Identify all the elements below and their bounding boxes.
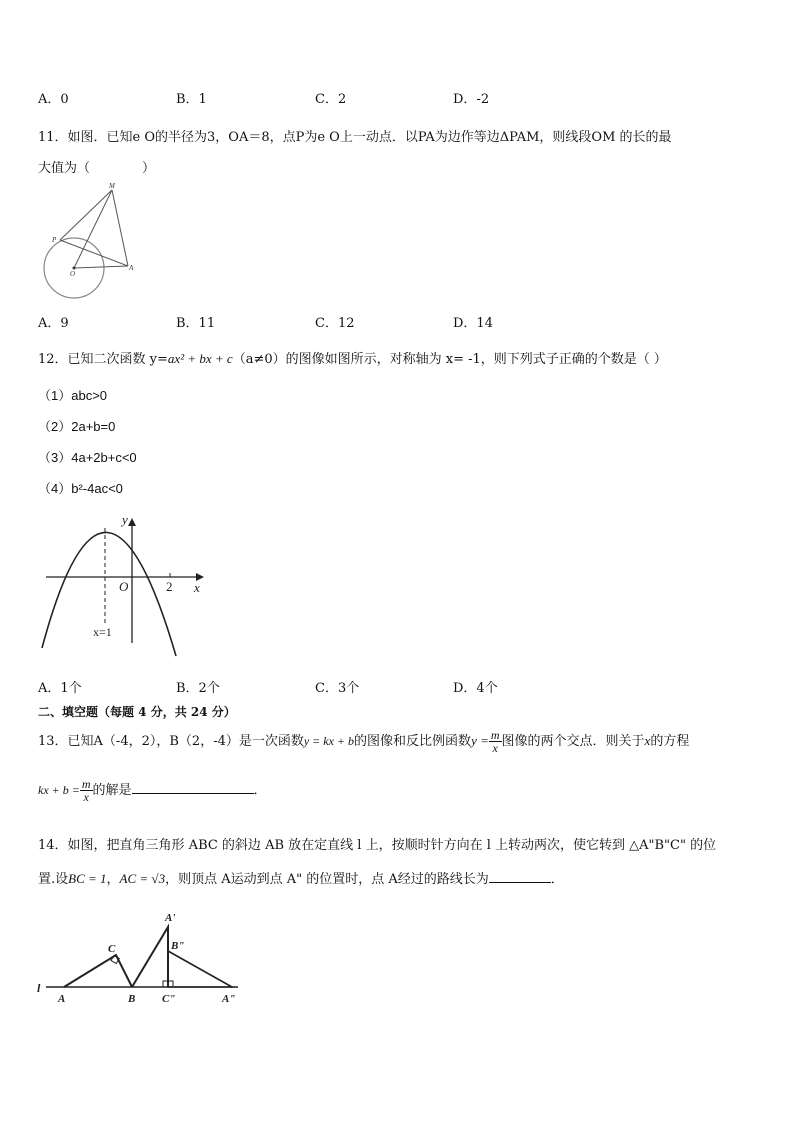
q11-label-p: P: [52, 236, 57, 244]
q14-line2-b: ，则顶点 A运动到点 A" 的位置时，点 A经过的路线长为: [165, 872, 489, 887]
q10-option-b: B．1: [176, 92, 207, 107]
q14-triangle-rotated-2: [168, 951, 232, 987]
q12-item-3: （3）4a+2b+c<0: [38, 450, 137, 465]
q11-stem-line2: 大值为（ ）: [38, 161, 156, 176]
q14-ac: AC = √3: [119, 871, 166, 886]
q13-linear-function: y = kx + b: [303, 734, 355, 748]
q14-line2: [38, 868, 564, 887]
q14-label-b: B: [128, 993, 136, 1005]
q14-label-c2: C": [162, 993, 176, 1005]
q12-item-1: （1）abc>0: [38, 388, 108, 403]
q13-equation-lhs: kx + b =: [38, 783, 80, 797]
q12-options: [38, 677, 738, 695]
q12-label-axis: x=1: [93, 625, 112, 639]
q14-line2-a: 置.设: [38, 872, 69, 887]
q14-triangle-rotated-1: [132, 927, 168, 987]
q14-label-c: C: [108, 943, 116, 955]
q12-option-a: A．1个: [38, 681, 82, 696]
q13-frac2-den: x: [83, 790, 89, 804]
q11-option-c: C．12: [315, 316, 355, 331]
q11-label-a: A: [129, 264, 134, 272]
q12-stem-prefix: 12．已知二次函数 y=: [38, 352, 168, 367]
q11-label-o: O: [70, 270, 76, 278]
q10-option-a: A．0: [38, 92, 69, 107]
q11-figure: [38, 180, 148, 305]
q14-label-l: l: [37, 981, 41, 995]
q13-part5: 的解是: [92, 783, 132, 798]
q11-seg-oa: [74, 266, 128, 268]
q14-bc: BC = 1: [68, 871, 107, 886]
q13-var: x: [644, 733, 651, 748]
q11-seg-pm: [60, 190, 112, 240]
q14-label-b2: B": [171, 940, 185, 952]
q10-options: [38, 88, 738, 106]
q12-option-d: D．4个: [453, 681, 498, 696]
q13-frac1-num: m: [490, 728, 500, 742]
q14-figure: [36, 905, 246, 1010]
q12-label-y: y: [122, 512, 128, 527]
q14-answer-blank[interactable]: [489, 882, 551, 883]
q12-label-x: x: [194, 580, 200, 595]
q14-triangle-abc: [64, 955, 132, 987]
q12-label-2: 2: [166, 579, 173, 594]
q13-frac1-den: x: [492, 741, 498, 755]
q14-label-a2: A": [222, 993, 236, 1005]
q13-line2: [38, 776, 267, 805]
q13-part3: 图像的两个交点．则关于: [501, 734, 645, 749]
q13-part1: 13．已知A（-4，2），B（2，-4）是一次函数: [38, 734, 304, 749]
section2-title: 二、填空题（每题 4 分，共 24 分）: [38, 705, 236, 719]
q11-label-m: M: [109, 182, 115, 190]
q13-part2: 的图像和反比例函数: [354, 734, 472, 749]
q12-option-c: C．3个: [315, 681, 360, 696]
q11-option-a: A．9: [38, 316, 69, 331]
q14-label-a: A: [58, 993, 66, 1005]
q11-seg-om: [74, 190, 112, 268]
q11-option-b: B．11: [176, 316, 216, 331]
q14-line1: 14．如图，把直角三角形 ABC 的斜边 AB 放在定直线 l 上，按顺时针方向在 l 上转动两次，使它转到 △A"B"C" 的位: [38, 838, 717, 853]
q14-end: ．: [550, 872, 564, 887]
q14-comma: ，: [106, 872, 120, 887]
q12-item-4: （4）b²-4ac<0: [38, 481, 123, 496]
q12-y-axis-arrow: [128, 518, 136, 526]
q13-line1: [38, 727, 689, 756]
q13-fraction-1: [489, 729, 502, 754]
q12-expr: ax² + bx + c: [167, 351, 233, 366]
q13-end: ．: [253, 783, 267, 798]
q13-fraction-2: [80, 778, 93, 803]
q14-label-a1: A': [165, 912, 176, 924]
q12-figure: [38, 508, 218, 663]
q12-item-2: （2）2a+b=0: [38, 419, 116, 434]
q12-label-o: O: [119, 579, 129, 594]
q13-part4: 的方程: [650, 734, 690, 749]
q10-option-c: C．2: [315, 92, 347, 107]
q13-frac2-num: m: [81, 777, 91, 791]
q10-option-d: D．-2: [453, 92, 490, 107]
q12-option-b: B．2个: [176, 681, 220, 696]
q11-options: [38, 312, 738, 330]
q11-option-d: D．14: [453, 316, 493, 331]
q13-answer-blank[interactable]: [132, 793, 254, 794]
q12-stem-suffix: （a≠0）的图像如图所示，对称轴为 x= -1，则下列式子正确的个数是（ ）: [232, 352, 667, 367]
q12-stem: [38, 348, 667, 367]
q11-seg-ma: [112, 190, 128, 266]
q11-stem-line1: 11．如图．已知e O的半径为3，OA＝8，点P为e O上一动点．以PA为边作等边ΔPAM，则线段OM 的长的最: [38, 130, 672, 145]
q13-inverse-lhs: y =: [471, 733, 489, 748]
q11-seg-pa: [60, 240, 128, 266]
